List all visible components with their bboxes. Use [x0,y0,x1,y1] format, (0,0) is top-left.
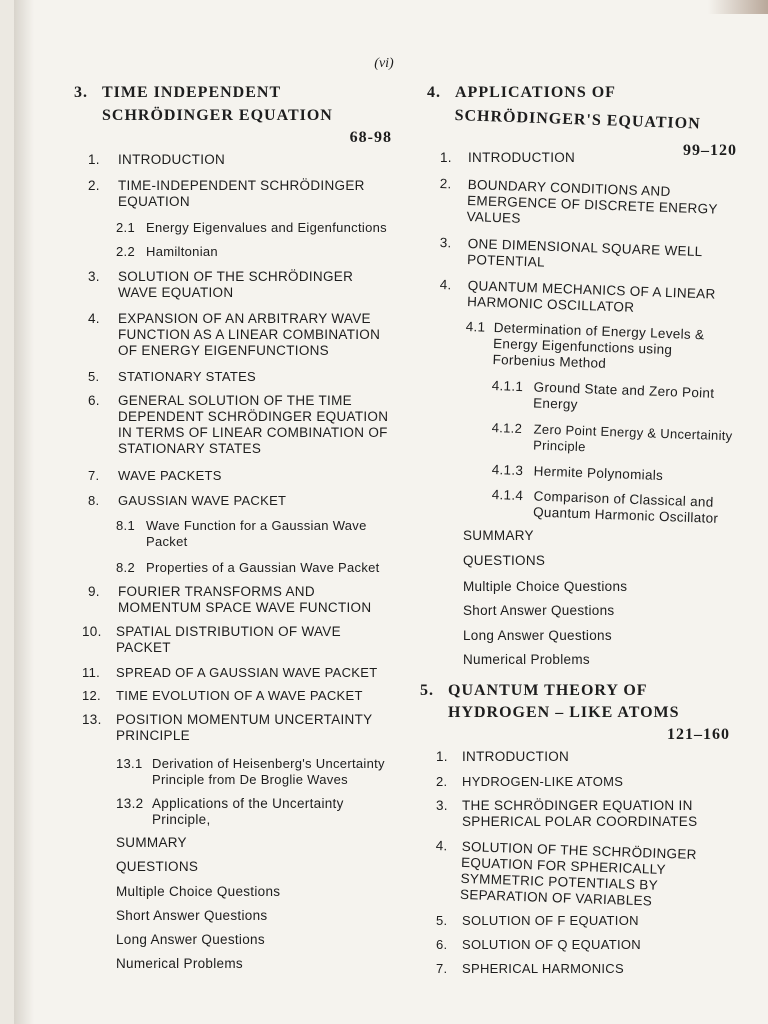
toc-item: 2. BOUNDARY CONDITIONS AND EMERGENCE OF DISCRETE ENERGY VALUES [439,176,718,226]
chapter-title-line2: SCHRÖDINGER'S EQUATION [454,106,701,133]
page-corner [708,0,768,14]
toc-question-type: Numerical Problems [463,652,590,667]
toc-question-type: Long Answer Questions [463,628,612,643]
toc-item: 4. QUANTUM MECHANICS OF A LINEAR HARMONIC OSCILLATOR [439,277,716,315]
chapter-page-range: 68-98 [349,129,392,146]
toc-question-type: Short Answer Questions [116,908,268,923]
chapter-page-range: 121–160 [667,726,730,743]
chapter-number: 3. [74,84,88,101]
toc-item: 4. SOLUTION OF THE SCHRÖDINGER EQUATION FOR SPHERICALLY SYMMETRIC POTENTIALS BY SEPARATION OF VARIABLES [435,838,697,909]
chapter-number: 4. [427,84,441,101]
chapter-title-line1: APPLICATIONS OF [455,84,616,101]
toc-summary: SUMMARY [116,835,187,850]
chapter-title-line2: SCHRÖDINGER EQUATION [102,107,333,124]
toc-subsubitem: 4.1.4 Comparison of Classical and Quantum Harmonic Oscillator [491,487,719,526]
chapter-3-heading [74,82,392,144]
toc-questions: QUESTIONS [463,553,546,568]
page-gutter-shadow [14,0,34,1024]
toc-subsubitem: 4.1.3 Hermite Polynomials [491,462,664,483]
chapter-5-heading [420,680,730,744]
toc-question-type: Numerical Problems [116,956,243,971]
chapter-number: 5. [420,682,434,699]
page-number: (vi) [374,56,394,71]
toc-subsubitem: 4.1.1 Ground State and Zero Point Energy [491,378,715,413]
toc-question-type: Long Answer Questions [116,932,265,947]
toc-subsubitem: 4.1.2 Zero Point Energy & Uncertainity Principle [491,420,733,455]
toc-question-type: Multiple Choice Questions [116,884,281,899]
toc-summary: SUMMARY [463,528,534,543]
toc-questions: QUESTIONS [116,859,199,874]
chapter-title-line1: TIME INDEPENDENT [102,84,282,101]
chapter-title-line2: HYDROGEN – LIKE ATOMS [448,704,680,721]
toc-question-type: Multiple Choice Questions [463,579,628,594]
toc-question-type: Short Answer Questions [463,603,615,618]
toc-subitem: 4.1 Determination of Energy Levels & Energy Eigenfunctions using Forbenius Method [465,319,705,371]
toc-item: 3. ONE DIMENSIONAL SQUARE WELL POTENTIAL [439,235,703,270]
chapter-title-line1: QUANTUM THEORY OF [448,682,648,699]
chapter-page-range: 99–120 [683,142,737,159]
